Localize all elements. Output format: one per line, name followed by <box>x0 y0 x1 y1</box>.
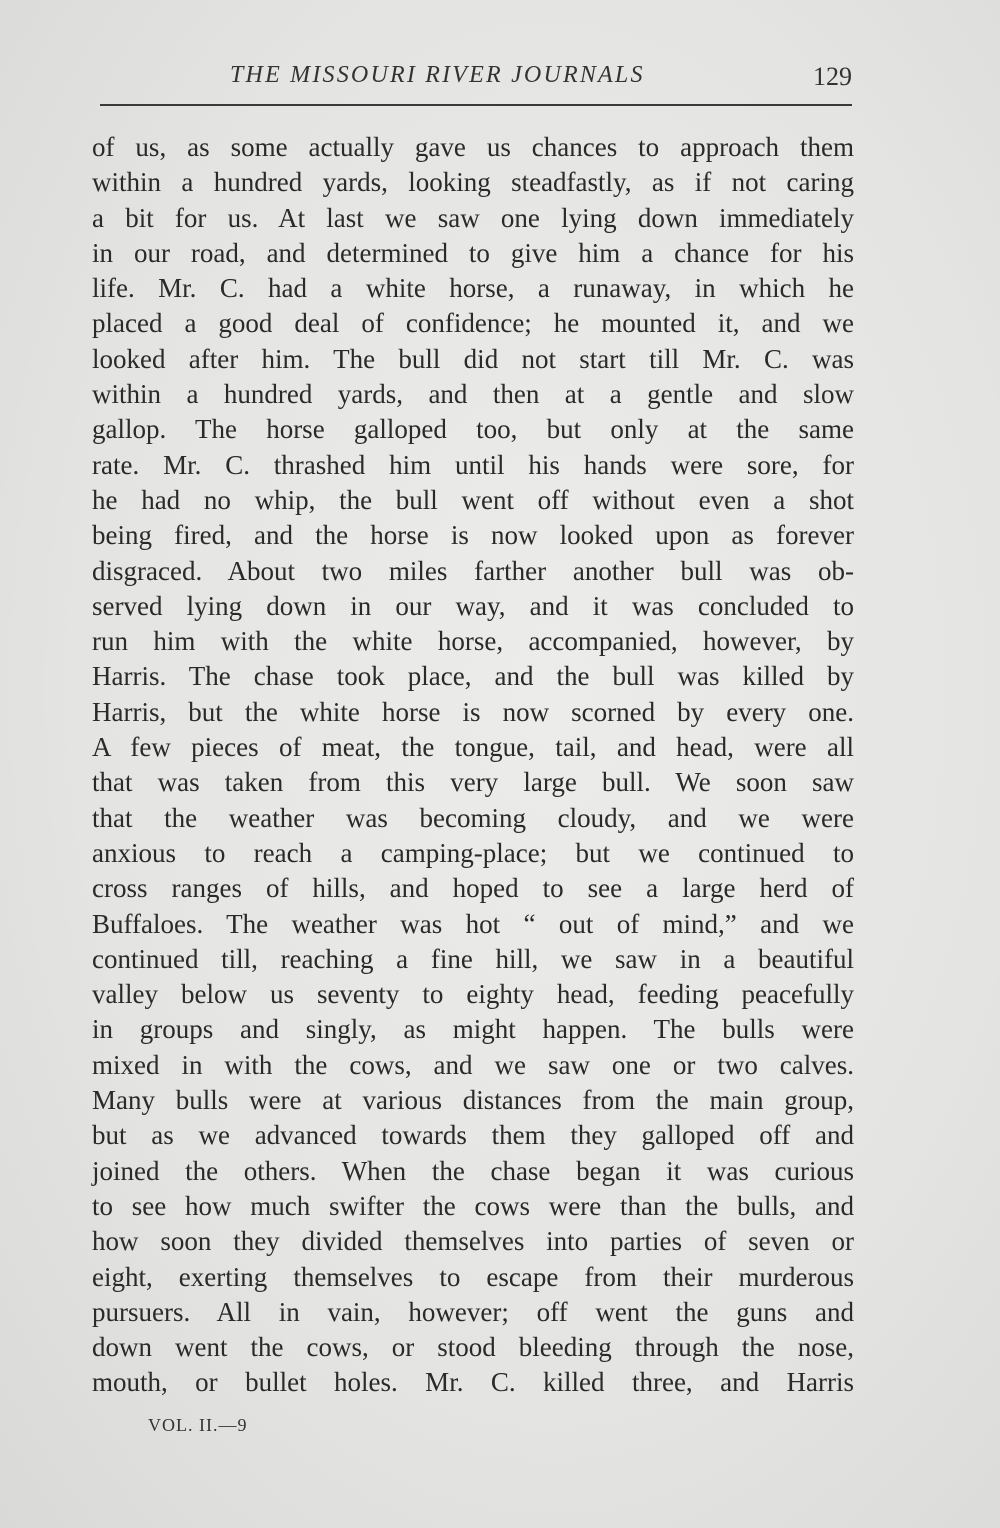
text-line: eight, exerting themselves to escape from their murderous <box>92 1261 854 1292</box>
text-line: Buffaloes. The weather was hot “ out of mind,” and we <box>92 908 854 939</box>
text-line: Harris, but the white horse is now scorned by every one. <box>92 696 854 727</box>
text-line: within a hundred yards, and then at a gentle and slow <box>92 379 854 410</box>
text-line: looked after him. The bull did not start till Mr. C. was <box>92 343 854 374</box>
text-line: to see how much swifter the cows were than the bulls, and <box>92 1190 854 1221</box>
body-text <box>92 130 854 1401</box>
text-line: served lying down in our way, and it was concluded to <box>92 590 854 621</box>
text-line: mixed in with the cows, and we saw one or two calves. <box>92 1049 854 1080</box>
header-rule <box>100 104 852 106</box>
text-line: Many bulls were at various distances from the main group, <box>92 1085 854 1116</box>
text-line: but as we advanced towards them they galloped off and <box>92 1120 854 1151</box>
text-line: gallop. The horse galloped too, but only at the same <box>92 414 854 445</box>
text-line: that was taken from this very large bull. We soon saw <box>92 767 854 798</box>
text-line: in our road, and determined to give him a chance for his <box>92 237 854 268</box>
text-line: life. Mr. C. had a white horse, a runaway, in which he <box>92 273 854 304</box>
text-line: that the weather was becoming cloudy, and we were <box>92 802 854 833</box>
signature-mark: VOL. II.—9 <box>148 1415 248 1435</box>
running-head <box>100 62 852 98</box>
text-line: pursuers. All in vain, however; off went the guns and <box>92 1296 854 1327</box>
text-line: mouth, or bullet holes. Mr. C. killed three, and Harris <box>92 1367 854 1398</box>
text-line: rate. Mr. C. thrashed him until his hands were sore, for <box>92 449 854 480</box>
text-line: a bit for us. At last we saw one lying down immediately <box>92 202 854 233</box>
text-line: he had no whip, the bull went off without even a shot <box>92 484 854 515</box>
text-line: anxious to reach a camping-place; but we continued to <box>92 837 854 868</box>
text-line: cross ranges of hills, and hoped to see a large herd of <box>92 873 854 904</box>
text-line: down went the cows, or stood bleeding through the nose, <box>92 1332 854 1363</box>
running-title: THE MISSOURI RIVER JOURNALS <box>230 62 645 88</box>
text-line: joined the others. When the chase began it was curious <box>92 1155 854 1186</box>
text-line: of us, as some actually gave us chances to approach them <box>92 132 854 162</box>
text-line: A few pieces of meat, the tongue, tail, and head, were all <box>92 732 854 763</box>
text-line: valley below us seventy to eighty head, feeding peacefully <box>92 979 854 1010</box>
text-line: run him with the white horse, accompanied, however, by <box>92 626 854 657</box>
text-line: Harris. The chase took place, and the bull was killed by <box>92 661 854 692</box>
text-line: how soon they divided themselves into parties of seven or <box>92 1226 854 1257</box>
text-line: placed a good deal of confidence; he mounted it, and we <box>92 308 854 339</box>
page-number: 129 <box>813 62 852 91</box>
text-line: disgraced. About two miles farther another bull was ob- <box>92 555 854 586</box>
text-line: continued till, reaching a fine hill, we saw in a beautiful <box>92 943 854 974</box>
text-line: in groups and singly, as might happen. The bulls were <box>92 1014 854 1045</box>
text-line: within a hundred yards, looking steadfastly, as if not caring <box>92 167 854 198</box>
text-line: being fired, and the horse is now looked upon as forever <box>92 520 854 551</box>
